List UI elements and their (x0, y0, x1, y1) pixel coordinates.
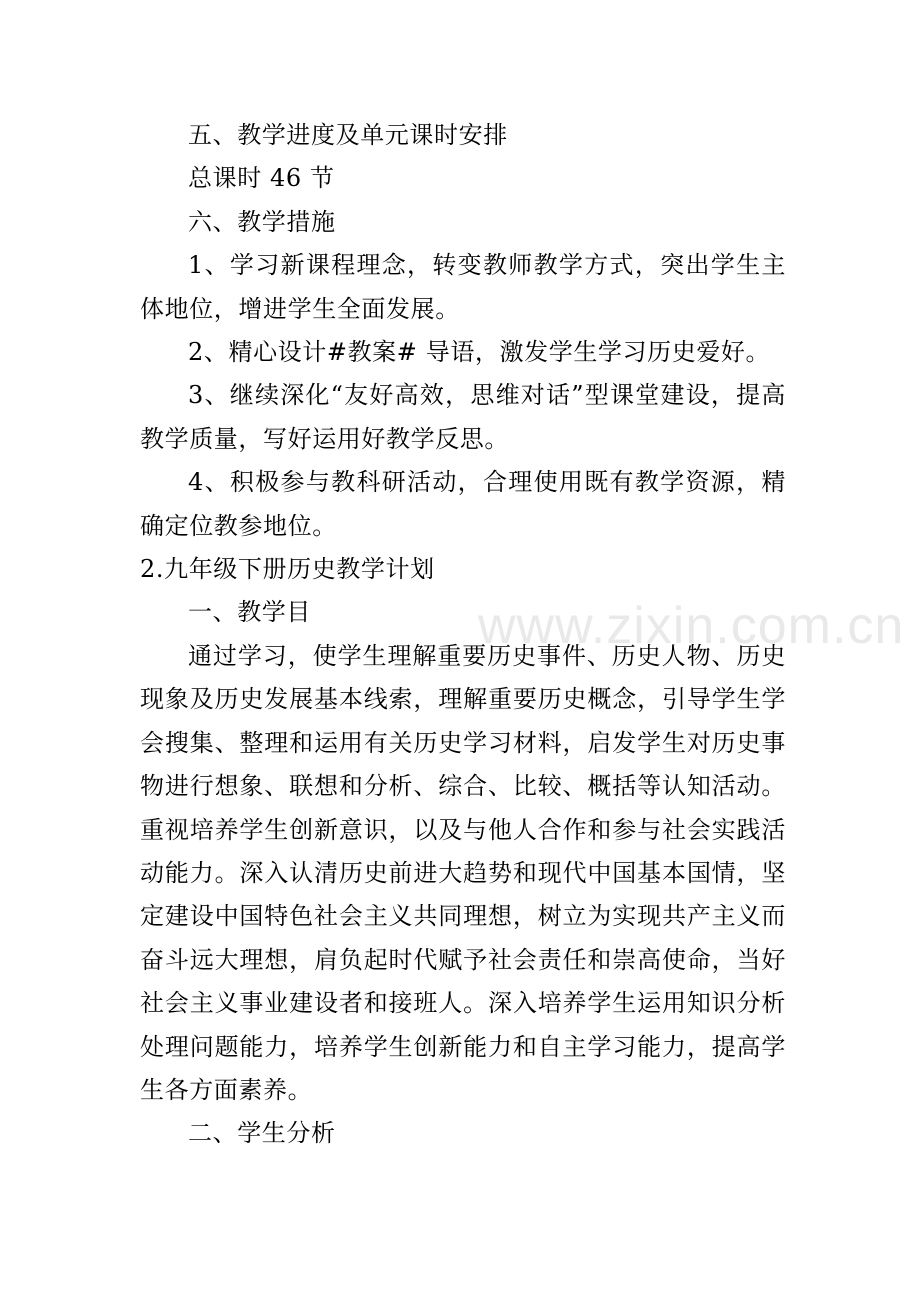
section-heading-measures: 六、教学措施 (188, 207, 336, 236)
total-hours-line: 总课时 46 节 (188, 164, 335, 193)
section-heading-student-analysis: 二、学生分析 (188, 1119, 336, 1148)
section-heading-goals: 一、教学目 (188, 598, 311, 627)
measure-item-3: 3、继续深化“友好高效，思维对话”型课堂建设，提高教学质量，写好运用好教学反思。 (140, 381, 786, 453)
measure-item-4: 4、积极参与教科研活动，合理使用既有教学资源，精确定位教参地位。 (140, 468, 786, 540)
section-heading-schedule: 五、教学进度及单元课时安排 (188, 121, 508, 149)
document-body (140, 114, 786, 1156)
measure-item-2: 2、精心设计#教案# 导语，激发学生学习历史爱好。 (188, 338, 771, 367)
measure-item-1: 1、学习新课程理念，转变教师教学方式，突出学生主体地位，增进学生全面发展。 (140, 251, 786, 323)
document-title-grade9: 2.九年级下册历史教学计划 (140, 555, 435, 584)
watermark: www.zixin.com.cn (478, 597, 905, 655)
goals-paragraph: 通过学习，使学生理解重要历史事件、历史人物、历史现象及历史发展基本线索，理解重要历史概念，引导学生学会搜集、整理和运用有关历史学习材料，启发学生对历史事物进行想象、联想和分析、综合、比较、概括等认知活动。重视培养学生创新意识，以及与他人合作和参与社会实践活动能力。深入认清历史前进大趋势和现代中国基本国情，坚定建设中国特色社会主义共同理想，树立为实现共产主义而奋斗远大理想，肩负起时代赋予社会责任和崇高使命，当好社会主义事业建设者和接班人。深入培养学生运用知识分析处理问题能力，培养学生创新能力和自主学习能力，提高学生各方面素养。 (140, 641, 786, 1104)
